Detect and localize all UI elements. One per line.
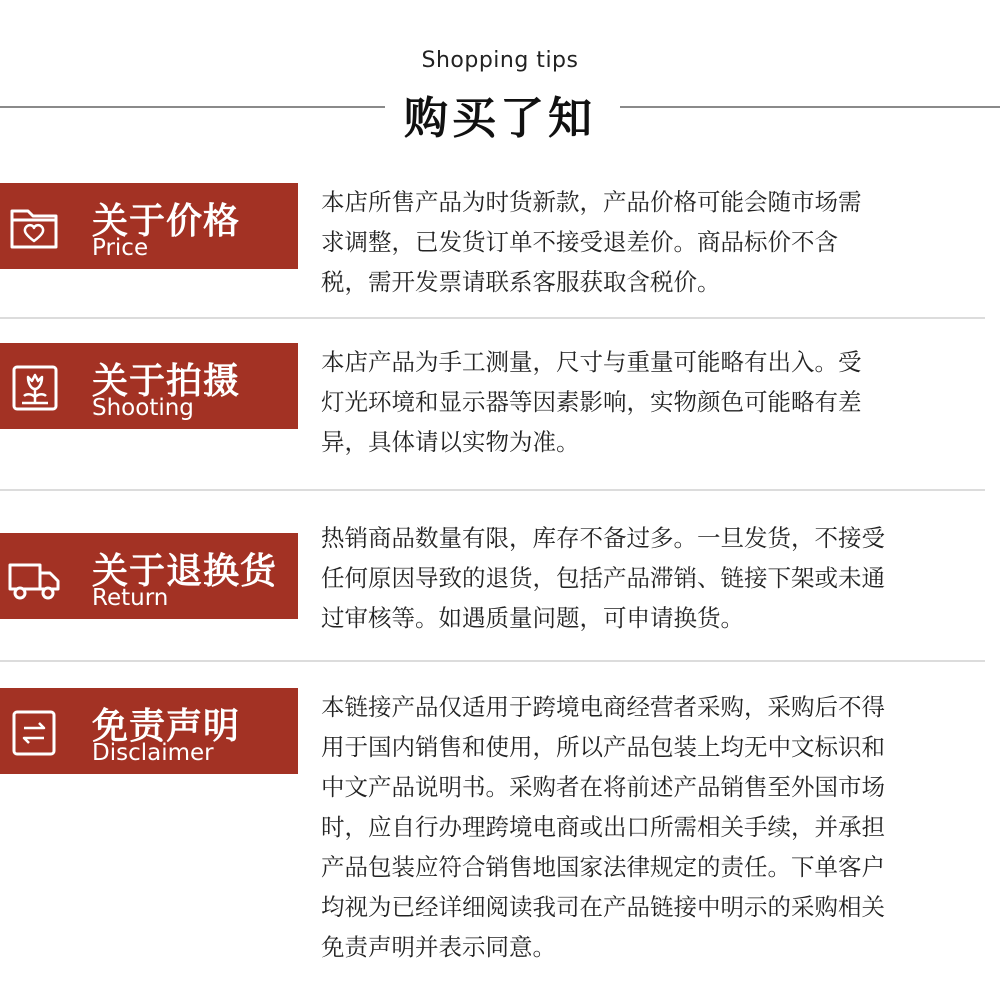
shooting-text xyxy=(321,342,1000,462)
text-line: 热销商品数量有限，库存不备过多。一旦发货，不接受 xyxy=(321,524,885,552)
text-line: 过审核等。如遇质量问题，可申请换货。 xyxy=(321,604,744,632)
text-line: 本链接产品仅适用于跨境电商经营者采购，采购后不得 xyxy=(321,693,885,721)
return-title-en: Return xyxy=(92,585,169,611)
header xyxy=(0,0,1000,150)
section-divider xyxy=(0,489,985,491)
price-text xyxy=(321,182,1000,302)
text-line: 用于国内销售和使用，所以产品包装上均无中文标识和 xyxy=(321,733,885,761)
text-line: 免责声明并表示同意。 xyxy=(321,933,556,961)
disclaimer-text xyxy=(321,687,1000,967)
text-line: 任何原因导致的退货，包括产品滞销、链接下架或未通 xyxy=(321,564,885,592)
shooting-tag xyxy=(0,343,298,429)
text-line: 时，应自行办理跨境电商或出口所需相关手续，并承担 xyxy=(321,813,885,841)
price-title-cn: 关于价格 xyxy=(92,201,241,242)
text-line: 税，需开发票请联系客服获取含税价。 xyxy=(321,268,721,296)
text-line: 产品包装应符合销售地国家法律规定的责任。下单客户 xyxy=(321,853,885,881)
shooting-title-en: Shooting xyxy=(92,395,194,421)
text-line: 灯光环境和显示器等因素影响，实物颜色可能略有差 xyxy=(321,388,862,416)
disclaimer-tag xyxy=(0,688,298,774)
text-line: 本店产品为手工测量，尺寸与重量可能略有出入。受 xyxy=(321,348,862,376)
text-line: 求调整，已发货订单不接受退差价。商品标价不含 xyxy=(321,228,838,256)
disclaimer-title-cn: 免责声明 xyxy=(92,706,241,747)
text-line: 异，具体请以实物为准。 xyxy=(321,428,580,456)
header-divider-right xyxy=(620,106,1000,108)
shooting-title-cn: 关于拍摄 xyxy=(92,361,241,402)
page-title: 购买了知 xyxy=(404,93,596,144)
text-line: 均视为已经详细阅读我司在产品链接中明示的采购相关 xyxy=(321,893,885,921)
delivery-truck-icon xyxy=(6,553,62,603)
section-divider xyxy=(0,660,985,662)
return-tag xyxy=(0,533,298,619)
text-line: 中文产品说明书。采购者在将前述产品销售至外国市场 xyxy=(321,773,885,801)
exchange-arrows-icon xyxy=(6,708,62,758)
text-line: 本店所售产品为时货新款，产品价格可能会随市场需 xyxy=(321,188,862,216)
return-text xyxy=(321,518,1000,638)
flower-frame-icon xyxy=(6,363,62,413)
return-title-cn: 关于退换货 xyxy=(92,551,278,592)
price-title-en: Price xyxy=(92,235,149,261)
disclaimer-title-en: Disclaimer xyxy=(92,740,214,766)
section-divider xyxy=(0,317,985,319)
price-tag xyxy=(0,183,298,269)
heart-folder-icon xyxy=(6,203,62,253)
header-subtitle: Shopping tips xyxy=(421,48,579,73)
